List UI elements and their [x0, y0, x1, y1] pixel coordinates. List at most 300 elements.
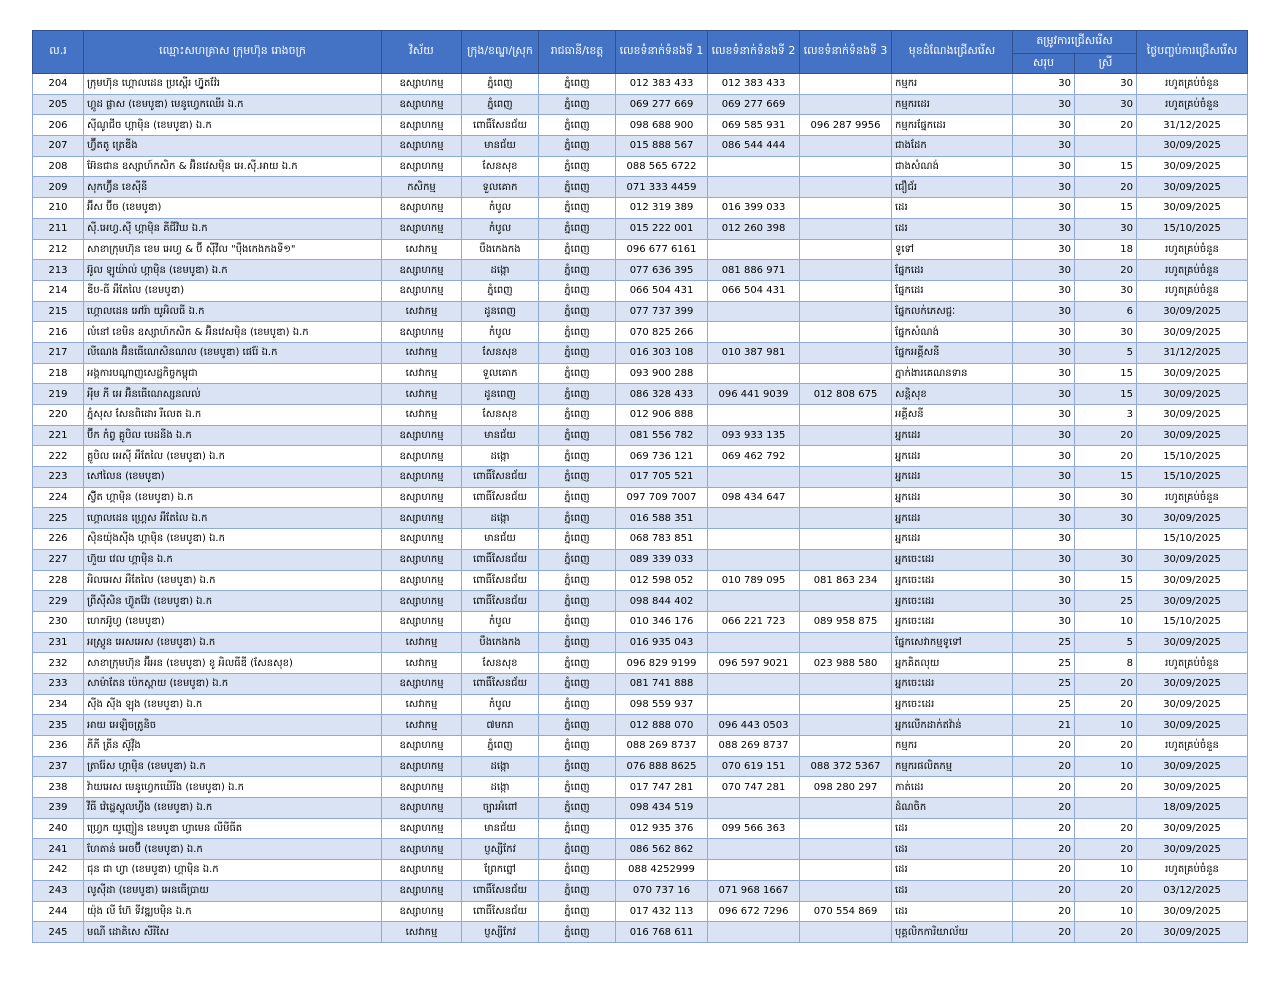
total-count-cell: 30: [1013, 591, 1075, 612]
phone-2-cell: 010 387 981: [708, 342, 800, 363]
phone-3-cell: 088 372 5367: [800, 756, 892, 777]
sector-cell: ឧស្សាហកម្ម: [382, 549, 462, 570]
phone-2-cell: 010 789 095: [708, 570, 800, 591]
sector-cell: កសិកម្ម: [382, 177, 462, 198]
province-cell: ភ្នំពេញ: [539, 756, 616, 777]
header-total: សរុប: [1013, 54, 1075, 74]
position-cell: អ្នកចេះដេរ: [892, 591, 1013, 612]
sector-cell: សេវាកម្ម: [382, 715, 462, 736]
phone-2-cell: [708, 508, 800, 529]
phone-2-cell: 012 383 433: [708, 74, 800, 95]
province-cell: ភ្នំពេញ: [539, 301, 616, 322]
deadline-cell: 30/09/2025: [1137, 901, 1248, 922]
company-name-cell: សាម៉ាតែន ប៉េកស្តាយ (ខេមបូឌា) ឯ.ក: [84, 673, 382, 694]
position-cell: កម្មករ: [892, 736, 1013, 757]
phone-3-cell: [800, 239, 892, 260]
province-cell: ភ្នំពេញ: [539, 529, 616, 550]
province-cell: ភ្នំពេញ: [539, 694, 616, 715]
sector-cell: ឧស្សាហកម្ម: [382, 156, 462, 177]
district-cell: ភ្នំពេញ: [462, 74, 539, 95]
total-count-cell: 30: [1013, 115, 1075, 136]
province-cell: ភ្នំពេញ: [539, 94, 616, 115]
phone-2-cell: [708, 322, 800, 343]
phone-3-cell: [800, 94, 892, 115]
province-cell: ភ្នំពេញ: [539, 818, 616, 839]
total-count-cell: 20: [1013, 818, 1075, 839]
total-count-cell: 21: [1013, 715, 1075, 736]
sector-cell: ឧស្សាហកម្ម: [382, 818, 462, 839]
row-number-cell: 238: [33, 777, 84, 798]
province-cell: ភ្នំពេញ: [539, 549, 616, 570]
phone-1-cell: 069 736 121: [616, 446, 708, 467]
district-cell: កំបូល: [462, 694, 539, 715]
company-name-cell: ព្រីស៊ីសិន ហ៊្វូតវ៉ែរ (ខេមបូឌា) ឯ.ក: [84, 591, 382, 612]
deadline-cell: 30/09/2025: [1137, 136, 1248, 157]
phone-3-cell: [800, 860, 892, 881]
table-row: [33, 901, 1248, 922]
sector-cell: សេវាកម្ម: [382, 694, 462, 715]
phone-2-cell: 098 434 647: [708, 487, 800, 508]
district-cell: មានជ័យ: [462, 529, 539, 550]
company-name-cell: ក្រុមហ៊ុន ហ្គោលដេន ប្រស្ពើរ ហ្វ៊ូតវ៉ែរ: [84, 74, 382, 95]
row-number-cell: 208: [33, 156, 84, 177]
row-number-cell: 209: [33, 177, 84, 198]
deadline-cell: 30/09/2025: [1137, 508, 1248, 529]
deadline-cell: 15/10/2025: [1137, 218, 1248, 239]
deadline-cell: រហូតគ្រប់ចំនួន: [1137, 74, 1248, 95]
province-cell: ភ្នំពេញ: [539, 405, 616, 426]
phone-3-cell: [800, 694, 892, 715]
phone-3-cell: [800, 467, 892, 488]
deadline-cell: 30/09/2025: [1137, 549, 1248, 570]
phone-3-cell: [800, 736, 892, 757]
province-cell: ភ្នំពេញ: [539, 342, 616, 363]
table-row: [33, 467, 1248, 488]
total-count-cell: 30: [1013, 280, 1075, 301]
position-cell: ផ្នែកសំណង់: [892, 322, 1013, 343]
province-cell: ភ្នំពេញ: [539, 880, 616, 901]
table-row: [33, 860, 1248, 881]
company-name-cell: ស៊ី.អេហ្វ.ស៊ី ហ្គាម៉ិន គីជីវិឃ ឯ.ក: [84, 218, 382, 239]
row-number-cell: 205: [33, 94, 84, 115]
header-phone3: លេខទំនាក់ទំនងទី 3: [800, 31, 892, 74]
female-count-cell: 30: [1075, 94, 1137, 115]
company-name-cell: សុកហ្វ៊ីន ខេស៊ីនី: [84, 177, 382, 198]
female-count-cell: 30: [1075, 549, 1137, 570]
female-count-cell: 20: [1075, 818, 1137, 839]
company-name-cell: ហេកអ៊ូហ្វ (ខេមបូឌា): [84, 611, 382, 632]
total-count-cell: 30: [1013, 74, 1075, 95]
female-count-cell: 18: [1075, 239, 1137, 260]
row-number-cell: 219: [33, 384, 84, 405]
table-row: [33, 818, 1248, 839]
header-female: ស្រី: [1075, 54, 1137, 74]
district-cell: សែនសុខ: [462, 342, 539, 363]
female-count-cell: 10: [1075, 756, 1137, 777]
deadline-cell: រហូតគ្រប់ចំនួន: [1137, 487, 1248, 508]
sector-cell: សេវាកម្ម: [382, 405, 462, 426]
total-count-cell: 30: [1013, 611, 1075, 632]
sector-cell: ឧស្សាហកម្ម: [382, 198, 462, 219]
position-cell: អ្នកដេរ: [892, 467, 1013, 488]
deadline-cell: 30/09/2025: [1137, 363, 1248, 384]
total-count-cell: 30: [1013, 529, 1075, 550]
position-cell: ជាងដែក: [892, 136, 1013, 157]
row-number-cell: 239: [33, 798, 84, 819]
sector-cell: ឧស្សាហកម្ម: [382, 115, 462, 136]
position-cell: អ្នកចេះដេរ: [892, 549, 1013, 570]
province-cell: ភ្នំពេញ: [539, 260, 616, 281]
table-row: [33, 177, 1248, 198]
table-row: [33, 880, 1248, 901]
phone-3-cell: 070 554 869: [800, 901, 892, 922]
header-recruit: តម្រូវការជ្រើសរើស: [1013, 31, 1137, 54]
phone-1-cell: 070 825 266: [616, 322, 708, 343]
female-count-cell: 20: [1075, 260, 1137, 281]
district-cell: ពោធិ៍សែនជ័យ: [462, 901, 539, 922]
phone-1-cell: 016 303 108: [616, 342, 708, 363]
total-count-cell: 30: [1013, 322, 1075, 343]
phone-3-cell: [800, 218, 892, 239]
company-name-cell: អង្គការបណ្តាញសេដ្ឋកិច្ចកម្ពុជា: [84, 363, 382, 384]
phone-3-cell: [800, 280, 892, 301]
district-cell: ដង្កោ: [462, 260, 539, 281]
phone-1-cell: 086 328 433: [616, 384, 708, 405]
table-row: [33, 487, 1248, 508]
province-cell: ភ្នំពេញ: [539, 570, 616, 591]
female-count-cell: [1075, 529, 1137, 550]
district-cell: ព្រែកព្នៅ: [462, 860, 539, 881]
deadline-cell: 30/09/2025: [1137, 922, 1248, 943]
company-name-cell: សាខាក្រុមហ៊ុន អ៊ីអន (ខេមបូឌា) ខូ អិលធីឌី (សែនសុខ): [84, 653, 382, 674]
row-number-cell: 213: [33, 260, 84, 281]
female-count-cell: 30: [1075, 322, 1137, 343]
sector-cell: ឧស្សាហកម្ម: [382, 798, 462, 819]
position-cell: បុគ្គលិកការិយាល័យ: [892, 922, 1013, 943]
phone-1-cell: 098 844 402: [616, 591, 708, 612]
sector-cell: ឧស្សាហកម្ម: [382, 94, 462, 115]
female-count-cell: 15: [1075, 467, 1137, 488]
phone-3-cell: [800, 673, 892, 694]
header-province: រាជធានី/ខេត្ត: [539, 31, 616, 74]
header-phone2: លេខទំនាក់ទំនងទី 2: [708, 31, 800, 74]
sector-cell: ឧស្សាហកម្ម: [382, 322, 462, 343]
phone-3-cell: [800, 549, 892, 570]
position-cell: ដេរ: [892, 880, 1013, 901]
district-cell: ប្ញស្សីកែវ: [462, 922, 539, 943]
sector-cell: ឧស្សាហកម្ម: [382, 467, 462, 488]
province-cell: ភ្នំពេញ: [539, 715, 616, 736]
table-row: [33, 218, 1248, 239]
total-count-cell: 25: [1013, 653, 1075, 674]
district-cell: ៧មករា: [462, 715, 539, 736]
province-cell: ភ្នំពេញ: [539, 322, 616, 343]
deadline-cell: 30/09/2025: [1137, 322, 1248, 343]
table-row: [33, 280, 1248, 301]
phone-1-cell: 068 783 851: [616, 529, 708, 550]
province-cell: ភ្នំពេញ: [539, 673, 616, 694]
district-cell: ភ្នំពេញ: [462, 94, 539, 115]
phone-3-cell: [800, 363, 892, 384]
deadline-cell: 30/09/2025: [1137, 301, 1248, 322]
sector-cell: សេវាកម្ម: [382, 239, 462, 260]
deadline-cell: 30/09/2025: [1137, 715, 1248, 736]
deadline-cell: រហូតគ្រប់ចំនួន: [1137, 94, 1248, 115]
sector-cell: ឧស្សាហកម្ម: [382, 570, 462, 591]
district-cell: មានជ័យ: [462, 136, 539, 157]
phone-2-cell: 071 968 1667: [708, 880, 800, 901]
phone-3-cell: [800, 880, 892, 901]
female-count-cell: 20: [1075, 115, 1137, 136]
phone-2-cell: 093 933 135: [708, 425, 800, 446]
total-count-cell: 30: [1013, 177, 1075, 198]
province-cell: ភ្នំពេញ: [539, 611, 616, 632]
table-row: [33, 74, 1248, 95]
phone-3-cell: [800, 632, 892, 653]
company-name-cell: ហ៊ួយ វេល ហ្គាម៉ិន ឯ.ក: [84, 549, 382, 570]
phone-1-cell: 012 598 052: [616, 570, 708, 591]
header-position: មុខដំណែងជ្រើសរើស: [892, 31, 1013, 74]
company-name-cell: ត្រារ៉ែស ហ្គាម៉ិន (ខេមបូឌា) ឯ.ក: [84, 756, 382, 777]
sector-cell: ឧស្សាហកម្ម: [382, 508, 462, 529]
total-count-cell: 30: [1013, 508, 1075, 529]
phone-3-cell: [800, 405, 892, 426]
phone-2-cell: [708, 529, 800, 550]
province-cell: ភ្នំពេញ: [539, 115, 616, 136]
province-cell: ភ្នំពេញ: [539, 239, 616, 260]
phone-2-cell: [708, 363, 800, 384]
total-count-cell: 20: [1013, 798, 1075, 819]
district-cell: ដង្កោ: [462, 446, 539, 467]
phone-3-cell: 023 988 580: [800, 653, 892, 674]
deadline-cell: 15/10/2025: [1137, 529, 1248, 550]
table-row: [33, 694, 1248, 715]
company-name-cell: លំនៅ ខេមិន ឧស្សាហ៍កសិក & អ៊ិនវេសម៉ិន (ខេមបូឌា) ឯ.ក: [84, 322, 382, 343]
total-count-cell: 30: [1013, 239, 1075, 260]
phone-1-cell: 086 562 862: [616, 839, 708, 860]
phone-1-cell: 088 4252999: [616, 860, 708, 881]
header-sector: វិស័យ: [382, 31, 462, 74]
company-name-cell: វីធី វ៉េដ្ឋេស្ទុលហ្វីង (ខេមបូឌា) ឯ.ក: [84, 798, 382, 819]
province-cell: ភ្នំពេញ: [539, 363, 616, 384]
row-number-cell: 210: [33, 198, 84, 219]
province-cell: ភ្នំពេញ: [539, 467, 616, 488]
phone-3-cell: [800, 446, 892, 467]
phone-2-cell: [708, 673, 800, 694]
row-number-cell: 243: [33, 880, 84, 901]
sector-cell: ឧស្សាហកម្ម: [382, 880, 462, 901]
table-row: [33, 508, 1248, 529]
deadline-cell: 30/09/2025: [1137, 632, 1248, 653]
total-count-cell: 30: [1013, 405, 1075, 426]
company-name-cell: អ៊ែនជាន ឧស្សាហ៍កសិក & អ៊ិនវេសម៉ិន អេ.ស៊ី.អាយ ឯ.ក: [84, 156, 382, 177]
province-cell: ភ្នំពេញ: [539, 798, 616, 819]
phone-2-cell: 096 441 9039: [708, 384, 800, 405]
phone-2-cell: [708, 239, 800, 260]
deadline-cell: រហូតគ្រប់ចំនួន: [1137, 280, 1248, 301]
position-cell: កម្មករផ្នែកដេរ: [892, 115, 1013, 136]
header-no: ល.រ: [33, 31, 84, 74]
female-count-cell: 30: [1075, 218, 1137, 239]
province-cell: ភ្នំពេញ: [539, 777, 616, 798]
company-name-cell: ស៊ីណូជីច ហ្គាម៉ិន (ខេមបូឌា) ឯ.ក: [84, 115, 382, 136]
table-row: [33, 446, 1248, 467]
company-name-cell: វ៉ាយអេស មេនូហ្វេកឃើរីង (ខេមបូឌា) ឯ.ក: [84, 777, 382, 798]
district-cell: មានជ័យ: [462, 425, 539, 446]
position-cell: អ្នកចេះដេរ: [892, 694, 1013, 715]
phone-1-cell: 088 565 6722: [616, 156, 708, 177]
district-cell: សែនសុខ: [462, 156, 539, 177]
table-row: [33, 777, 1248, 798]
female-count-cell: 10: [1075, 901, 1137, 922]
phone-2-cell: [708, 405, 800, 426]
total-count-cell: 30: [1013, 301, 1075, 322]
phone-1-cell: 012 383 433: [616, 74, 708, 95]
deadline-cell: 30/09/2025: [1137, 694, 1248, 715]
phone-2-cell: 096 443 0503: [708, 715, 800, 736]
female-count-cell: 15: [1075, 570, 1137, 591]
district-cell: កំបូល: [462, 218, 539, 239]
district-cell: កំបូល: [462, 611, 539, 632]
sector-cell: ឧស្សាហកម្ម: [382, 777, 462, 798]
sector-cell: សេវាកម្ម: [382, 632, 462, 653]
deadline-cell: 30/09/2025: [1137, 591, 1248, 612]
female-count-cell: 30: [1075, 487, 1137, 508]
deadline-cell: 30/09/2025: [1137, 198, 1248, 219]
table-row: [33, 736, 1248, 757]
row-number-cell: 235: [33, 715, 84, 736]
row-number-cell: 245: [33, 922, 84, 943]
sector-cell: ឧស្សាហកម្ម: [382, 901, 462, 922]
position-cell: ដេរ: [892, 198, 1013, 219]
table-row: [33, 239, 1248, 260]
table-row: [33, 591, 1248, 612]
row-number-cell: 221: [33, 425, 84, 446]
phone-2-cell: [708, 922, 800, 943]
row-number-cell: 242: [33, 860, 84, 881]
sector-cell: ឧស្សាហកម្ម: [382, 611, 462, 632]
row-number-cell: 227: [33, 549, 84, 570]
phone-1-cell: 012 906 888: [616, 405, 708, 426]
row-number-cell: 212: [33, 239, 84, 260]
phone-3-cell: [800, 818, 892, 839]
district-cell: បឹងកេងកង: [462, 632, 539, 653]
deadline-cell: 30/09/2025: [1137, 777, 1248, 798]
table-row: [33, 156, 1248, 177]
district-cell: ច្បារអំពៅ: [462, 798, 539, 819]
company-name-cell: ភីភី ត្រីន ស៊ូវ៉ីង: [84, 736, 382, 757]
phone-1-cell: 077 737 399: [616, 301, 708, 322]
district-cell: ពោធិ៍សែនជ័យ: [462, 549, 539, 570]
deadline-cell: 30/09/2025: [1137, 384, 1248, 405]
phone-3-cell: [800, 74, 892, 95]
district-cell: ភ្នំពេញ: [462, 280, 539, 301]
table-row: [33, 632, 1248, 653]
row-number-cell: 240: [33, 818, 84, 839]
sector-cell: ឧស្សាហកម្ម: [382, 425, 462, 446]
female-count-cell: 20: [1075, 922, 1137, 943]
province-cell: ភ្នំពេញ: [539, 384, 616, 405]
total-count-cell: 20: [1013, 880, 1075, 901]
female-count-cell: 20: [1075, 177, 1137, 198]
female-count-cell: 8: [1075, 653, 1137, 674]
province-cell: ភ្នំពេញ: [539, 901, 616, 922]
phone-3-cell: 081 863 234: [800, 570, 892, 591]
total-count-cell: 20: [1013, 756, 1075, 777]
row-number-cell: 231: [33, 632, 84, 653]
phone-3-cell: [800, 798, 892, 819]
row-number-cell: 236: [33, 736, 84, 757]
phone-3-cell: [800, 177, 892, 198]
table-row: [33, 570, 1248, 591]
total-count-cell: 25: [1013, 694, 1075, 715]
company-name-cell: ហ្វ៊ីតតូ ត្រេឌីង: [84, 136, 382, 157]
province-cell: ភ្នំពេញ: [539, 736, 616, 757]
header-phone1: លេខទំនាក់ទំនងទី 1: [616, 31, 708, 74]
total-count-cell: 30: [1013, 136, 1075, 157]
position-cell: ផ្នែកអគ្គីសនី: [892, 342, 1013, 363]
company-name-cell: ស៊្វីត ហ្គាម៉ិន (ខេមបូឌា) ឯ.ក: [84, 487, 382, 508]
district-cell: ពោធិ៍សែនជ័យ: [462, 487, 539, 508]
province-cell: ភ្នំពេញ: [539, 198, 616, 219]
table-row: [33, 922, 1248, 943]
total-count-cell: 20: [1013, 839, 1075, 860]
table-row: [33, 115, 1248, 136]
phone-2-cell: [708, 177, 800, 198]
deadline-cell: 30/09/2025: [1137, 756, 1248, 777]
row-number-cell: 220: [33, 405, 84, 426]
sector-cell: ឧស្សាហកម្ម: [382, 529, 462, 550]
total-count-cell: 30: [1013, 363, 1075, 384]
company-name-cell: សាខាក្រុមហ៊ុន ខេម អេហ្វ & ប៊ី ស៊ីវីល "ប៉ឹងកេងកងទី១": [84, 239, 382, 260]
position-cell: ដេរ: [892, 901, 1013, 922]
phone-2-cell: [708, 839, 800, 860]
header-deadline: ថ្ងៃបញ្ចប់ការជ្រើសរើស: [1137, 31, 1248, 74]
phone-3-cell: [800, 425, 892, 446]
row-number-cell: 223: [33, 467, 84, 488]
position-cell: កម្មករផលិតកម្ម: [892, 756, 1013, 777]
total-count-cell: 30: [1013, 549, 1075, 570]
position-cell: ផ្នែកសេវាកម្មទូទៅ: [892, 632, 1013, 653]
phone-2-cell: 070 619 151: [708, 756, 800, 777]
phone-3-cell: [800, 322, 892, 343]
position-cell: អ្នកដេរ: [892, 529, 1013, 550]
district-cell: ដង្កោ: [462, 508, 539, 529]
company-name-cell: គ្លូបិល អេស៊ី អឹតែលៃ (ខេមបូឌា) ឯ.ក: [84, 446, 382, 467]
phone-2-cell: 086 544 444: [708, 136, 800, 157]
phone-1-cell: 076 888 8625: [616, 756, 708, 777]
deadline-cell: រហូតគ្រប់ចំនួន: [1137, 239, 1248, 260]
phone-1-cell: 012 935 376: [616, 818, 708, 839]
position-cell: អ្នកលើកដាក់ឥវ៉ាន់: [892, 715, 1013, 736]
table-row: [33, 342, 1248, 363]
position-cell: ផ្នែកដេរ: [892, 280, 1013, 301]
position-cell: អ្នកចេះដេរ: [892, 673, 1013, 694]
company-name-cell: អុីម ភី អេ អ៊ិនធើណេស្សនលល់: [84, 384, 382, 405]
district-cell: ពោធិ៍សែនជ័យ: [462, 591, 539, 612]
phone-2-cell: [708, 798, 800, 819]
female-count-cell: 15: [1075, 198, 1137, 219]
phone-1-cell: 069 277 669: [616, 94, 708, 115]
sector-cell: ឧស្សាហកម្ម: [382, 446, 462, 467]
phone-1-cell: 098 434 519: [616, 798, 708, 819]
female-count-cell: 30: [1075, 74, 1137, 95]
total-count-cell: 30: [1013, 446, 1075, 467]
total-count-cell: 30: [1013, 425, 1075, 446]
company-name-cell: ហ្គោលដេន ហ្គ្រេស អឹតែលៃ ឯ.ក: [84, 508, 382, 529]
company-name-cell: លីណេង អ៊ិនធើណេសិនណល (ខេមបូឌា) ផេរ៉ែ ឯ.ក: [84, 342, 382, 363]
female-count-cell: 20: [1075, 839, 1137, 860]
